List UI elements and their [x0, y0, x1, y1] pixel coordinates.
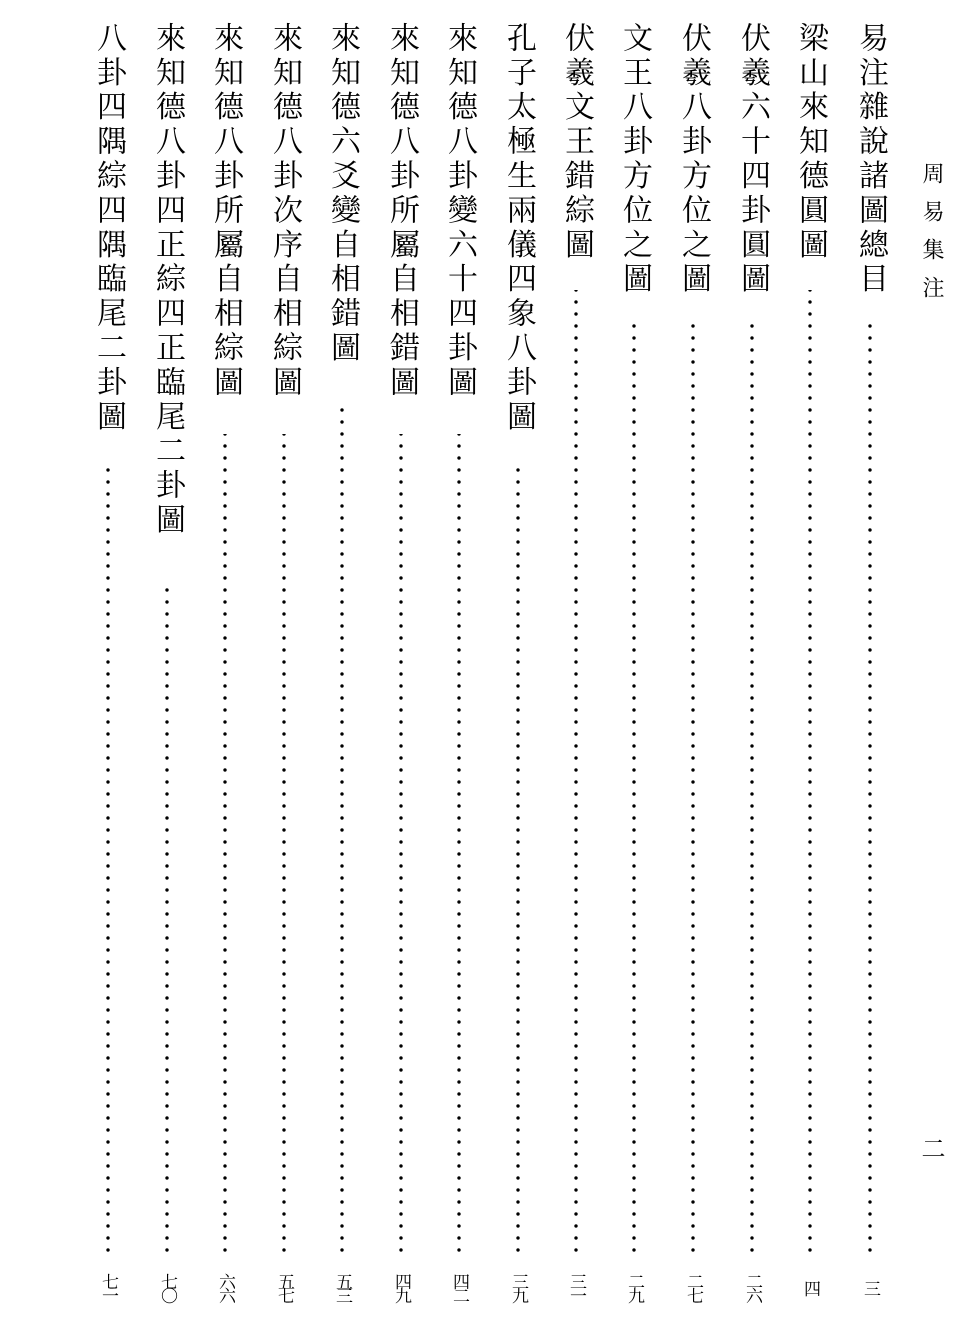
dot-leader	[222, 434, 228, 1256]
toc-entry-page: 七一	[98, 1273, 118, 1301]
folio-page-number: 二	[917, 1136, 945, 1160]
toc-entry-title: 文王八卦方位之圖	[617, 22, 652, 298]
toc-entry-page: 三九	[508, 1273, 528, 1301]
dot-leader	[456, 434, 462, 1256]
toc-entry-page: 三一	[566, 1273, 586, 1301]
toc-entry-page: 五七	[274, 1273, 294, 1301]
toc-entry	[320, 22, 364, 1312]
toc-entry-title: 來知德八卦四正綜四正臨尾二卦圖	[150, 22, 185, 538]
toc-entry	[671, 22, 715, 1312]
toc-entry-title: 來知德八卦變六十四卦圖	[442, 22, 477, 401]
toc-entry-title: 來知德八卦所屬自相錯圖	[384, 22, 419, 401]
toc-entry-page: 三	[860, 1280, 880, 1294]
toc-entry	[86, 22, 130, 1312]
dot-leader	[515, 460, 521, 1256]
dot-leader	[105, 464, 111, 1256]
toc-entry-title: 伏羲八卦方位之圖	[676, 22, 711, 298]
toc-entry-title: 來知德八卦所屬自相綜圖	[208, 22, 243, 401]
toc-entry-title: 伏羲文王錯綜圖	[559, 22, 594, 263]
toc-entry	[203, 22, 247, 1312]
toc-entry	[145, 22, 189, 1312]
dot-leader	[690, 322, 696, 1256]
toc-entry	[612, 22, 656, 1312]
toc-entry	[554, 22, 598, 1312]
dot-leader	[867, 322, 873, 1256]
toc-entry-page: 四二	[449, 1273, 469, 1301]
toc-entry	[262, 22, 306, 1312]
toc-entry-page: 四	[800, 1280, 820, 1294]
toc-entry-title: 梁山來知德圓圖	[793, 22, 828, 263]
toc-entry	[496, 22, 540, 1312]
dot-leader	[807, 290, 813, 1256]
toc-entry	[848, 22, 892, 1312]
toc-entry-page: 五三	[332, 1273, 352, 1301]
dot-leader	[631, 322, 637, 1256]
dot-leader	[164, 580, 170, 1256]
toc-entry-page: 四九	[391, 1273, 411, 1301]
toc-entry-page: 二七	[683, 1273, 703, 1301]
toc-entry-title: 易注雜說諸圖總目	[853, 22, 888, 298]
toc-entry-page: 六六	[215, 1273, 235, 1301]
toc-entry-title: 來知德八卦次序自相綜圖	[267, 22, 302, 401]
toc-entry-title: 孔子太極生兩儀四象八卦圖	[501, 22, 536, 435]
toc-entry-title: 八卦四隅綜四隅臨尾二卦圖	[91, 22, 126, 435]
dot-leader	[573, 290, 579, 1256]
toc-entry	[437, 22, 481, 1312]
dot-leader	[398, 434, 404, 1256]
dot-leader	[281, 434, 287, 1256]
toc-entry-page: 二九	[624, 1273, 644, 1301]
toc-entry-page: 七〇	[157, 1273, 177, 1301]
dot-leader	[749, 322, 755, 1256]
toc-entry	[788, 22, 832, 1312]
toc-entry-title: 來知德六爻變自相錯圖	[325, 22, 360, 366]
toc-entry-page: 二六	[742, 1273, 762, 1301]
running-header: 周易集注	[919, 162, 944, 314]
toc-entry	[379, 22, 423, 1312]
toc-entry	[730, 22, 774, 1312]
dot-leader	[339, 404, 345, 1256]
toc-entry-title: 伏羲六十四卦圓圖	[735, 22, 770, 298]
